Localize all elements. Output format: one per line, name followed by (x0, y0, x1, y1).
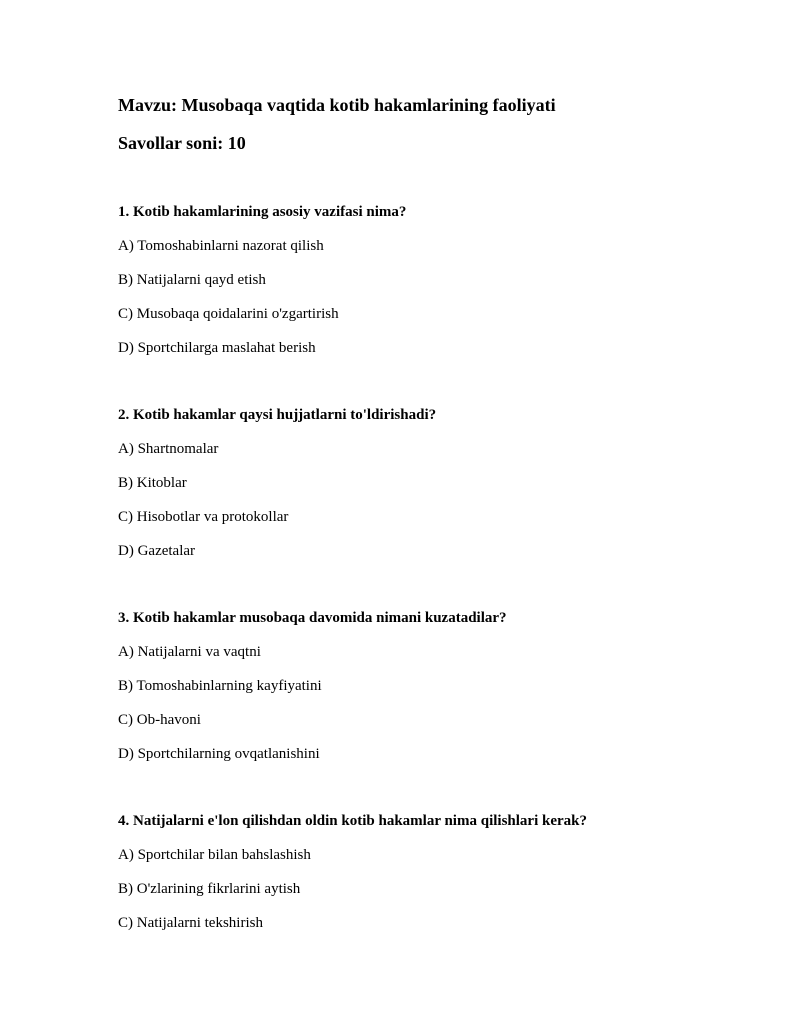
answer-option: D) Sportchilarning ovqatlanishini (118, 746, 320, 762)
question-title: 3. Kotib hakamlar musobaqa davomida nimani kuzatadilar? (118, 610, 507, 626)
answer-option: B) Kitoblar (118, 475, 187, 491)
answer-option: B) O'zlarining fikrlarini aytish (118, 881, 301, 897)
answer-option: B) Tomoshabinlarning kayfiyatini (118, 678, 322, 694)
question-title: 4. Natijalarni e'lon qilishdan oldin kotib hakamlar nima qilishlari kerak? (118, 813, 587, 829)
question-count: Savollar soni: 10 (118, 133, 246, 153)
answer-option: C) Ob-havoni (118, 712, 201, 728)
answer-option: C) Hisobotlar va protokollar (118, 509, 289, 525)
answer-option: A) Shartnomalar (118, 441, 219, 457)
answer-option: A) Tomoshabinlarni nazorat qilish (118, 238, 324, 254)
answer-option: D) Gazetalar (118, 543, 196, 559)
answer-option: D) Sportchilarga maslahat berish (118, 340, 316, 356)
answer-option: B) Natijalarni qayd etish (118, 272, 266, 288)
answer-option: C) Natijalarni tekshirish (118, 915, 263, 931)
answer-option: A) Natijalarni va vaqtni (118, 644, 261, 660)
question-title: 1. Kotib hakamlarining asosiy vazifasi nima? (118, 204, 407, 220)
question-title: 2. Kotib hakamlar qaysi hujjatlarni to'ldirishadi? (118, 407, 437, 423)
topic-heading: Mavzu: Musobaqa vaqtida kotib hakamlarining faoliyati (118, 95, 556, 115)
answer-option: C) Musobaqa qoidalarini o'zgartirish (118, 306, 339, 322)
answer-option: A) Sportchilar bilan bahslashish (118, 847, 311, 863)
